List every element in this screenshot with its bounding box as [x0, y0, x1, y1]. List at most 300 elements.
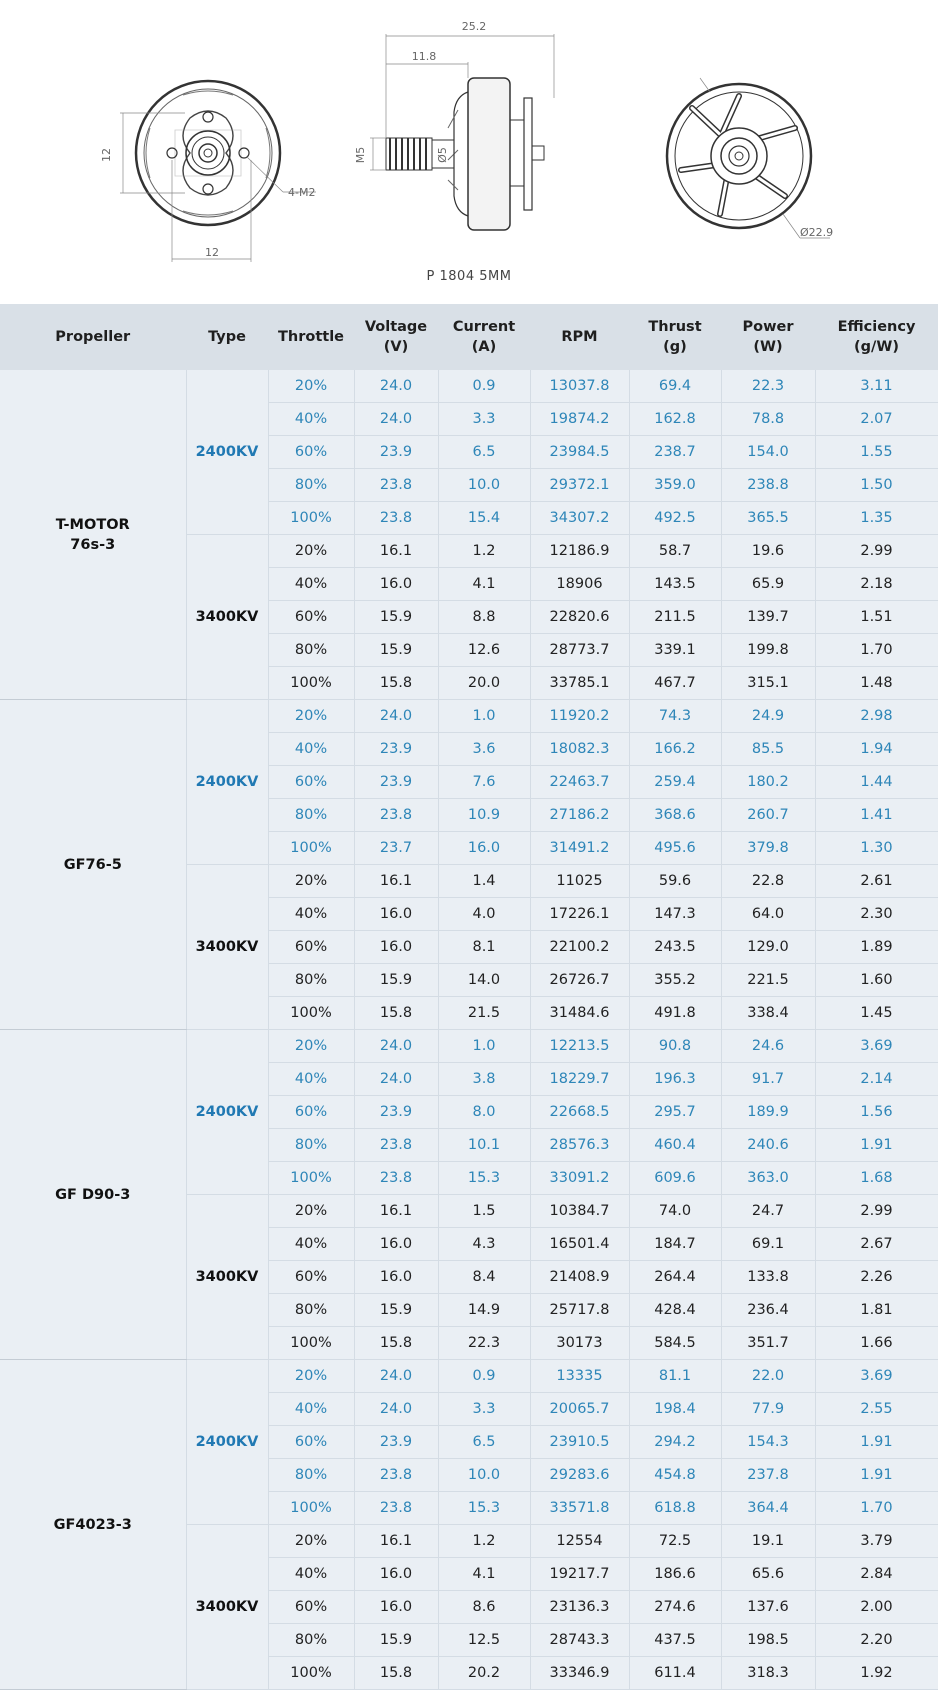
data-cell: 15.9 [354, 1624, 438, 1657]
data-cell: 4.1 [438, 568, 530, 601]
data-cell: 16.0 [438, 832, 530, 865]
data-cell: 22463.7 [530, 766, 629, 799]
data-cell: 467.7 [629, 667, 721, 700]
data-cell: 31491.2 [530, 832, 629, 865]
data-cell: 15.9 [354, 634, 438, 667]
kv-type-cell: 2400KV [186, 1360, 268, 1525]
data-cell: 1.70 [815, 1492, 938, 1525]
data-cell: 3.3 [438, 403, 530, 436]
data-cell: 60% [268, 1426, 354, 1459]
data-cell: 6.5 [438, 436, 530, 469]
data-cell: 180.2 [721, 766, 815, 799]
data-cell: 13335 [530, 1360, 629, 1393]
data-cell: 72.5 [629, 1525, 721, 1558]
data-cell: 15.3 [438, 1492, 530, 1525]
data-cell: 186.6 [629, 1558, 721, 1591]
column-header-unit: (g) [663, 339, 687, 355]
data-cell: 6.5 [438, 1426, 530, 1459]
data-cell: 3.79 [815, 1525, 938, 1558]
data-cell: 2.20 [815, 1624, 938, 1657]
data-cell: 23136.3 [530, 1591, 629, 1624]
data-cell: 184.7 [629, 1228, 721, 1261]
data-cell: 24.9 [721, 700, 815, 733]
data-cell: 364.4 [721, 1492, 815, 1525]
data-cell: 237.8 [721, 1459, 815, 1492]
column-header [721, 304, 815, 370]
data-cell: 16.0 [354, 1591, 438, 1624]
table-row [0, 1030, 938, 1063]
data-cell: 23.8 [354, 799, 438, 832]
front-width-dim: 12 [205, 246, 219, 259]
data-cell: 16.0 [354, 898, 438, 931]
data-cell: 1.60 [815, 964, 938, 997]
data-cell: 60% [268, 436, 354, 469]
table-row [0, 1360, 938, 1393]
data-cell: 80% [268, 1129, 354, 1162]
data-cell: 15.4 [438, 502, 530, 535]
data-cell: 60% [268, 1261, 354, 1294]
data-cell: 12554 [530, 1525, 629, 1558]
data-cell: 22.8 [721, 865, 815, 898]
data-cell: 24.0 [354, 1063, 438, 1096]
column-header-label: Type [208, 329, 246, 345]
data-cell: 20% [268, 1030, 354, 1063]
data-cell: 22668.5 [530, 1096, 629, 1129]
propeller-cell [0, 700, 186, 1030]
data-cell: 74.0 [629, 1195, 721, 1228]
data-cell: 609.6 [629, 1162, 721, 1195]
data-cell: 69.4 [629, 370, 721, 403]
data-cell: 2.30 [815, 898, 938, 931]
data-cell: 23.8 [354, 1162, 438, 1195]
data-cell: 315.1 [721, 667, 815, 700]
performance-table [0, 304, 938, 1690]
data-cell: 28743.3 [530, 1624, 629, 1657]
data-cell: 29283.6 [530, 1459, 629, 1492]
data-cell: 23.9 [354, 766, 438, 799]
column-header-label: Voltage [364, 319, 428, 335]
data-cell: 15.3 [438, 1162, 530, 1195]
data-cell: 23.8 [354, 502, 438, 535]
data-cell: 16.0 [354, 1261, 438, 1294]
data-cell: 294.2 [629, 1426, 721, 1459]
data-cell: 1.2 [438, 1525, 530, 1558]
data-cell: 16.0 [354, 1558, 438, 1591]
data-cell: 100% [268, 667, 354, 700]
column-header-label: Propeller [55, 329, 131, 345]
propeller-name: T-MOTOR [55, 516, 130, 533]
data-cell: 78.8 [721, 403, 815, 436]
data-cell: 19.6 [721, 535, 815, 568]
data-cell: 20065.7 [530, 1393, 629, 1426]
data-cell: 1.5 [438, 1195, 530, 1228]
data-cell: 80% [268, 964, 354, 997]
data-cell: 584.5 [629, 1327, 721, 1360]
data-cell: 80% [268, 469, 354, 502]
data-cell: 0.9 [438, 370, 530, 403]
data-cell: 1.30 [815, 832, 938, 865]
data-cell: 20% [268, 700, 354, 733]
data-cell: 2.99 [815, 1195, 938, 1228]
data-cell: 12186.9 [530, 535, 629, 568]
data-cell: 137.6 [721, 1591, 815, 1624]
data-cell: 69.1 [721, 1228, 815, 1261]
data-cell: 100% [268, 502, 354, 535]
column-header-unit: (W) [753, 339, 783, 355]
table-row [0, 700, 938, 733]
mount-holes-dim: 4-M2 [288, 186, 316, 199]
shaft-length-dim: 11.8 [411, 50, 437, 63]
data-cell: 80% [268, 634, 354, 667]
data-cell: 80% [268, 799, 354, 832]
data-cell: 20% [268, 535, 354, 568]
data-cell: 15.8 [354, 1327, 438, 1360]
data-cell: 23.9 [354, 1096, 438, 1129]
data-cell: 40% [268, 568, 354, 601]
kv-type-cell: 3400KV [186, 1195, 268, 1360]
table-row [0, 370, 938, 403]
column-header-label: Efficiency [837, 319, 916, 335]
data-cell: 29372.1 [530, 469, 629, 502]
column-header-label: Throttle [278, 329, 344, 345]
data-cell: 491.8 [629, 997, 721, 1030]
data-cell: 13037.8 [530, 370, 629, 403]
data-cell: 12.5 [438, 1624, 530, 1657]
data-cell: 162.8 [629, 403, 721, 436]
data-cell: 23.9 [354, 733, 438, 766]
data-cell: 1.91 [815, 1426, 938, 1459]
data-cell: 1.0 [438, 700, 530, 733]
data-cell: 16.1 [354, 535, 438, 568]
data-cell: 7.6 [438, 766, 530, 799]
data-cell: 133.8 [721, 1261, 815, 1294]
propeller-cell [0, 370, 186, 700]
data-cell: 40% [268, 1558, 354, 1591]
data-cell: 26726.7 [530, 964, 629, 997]
data-cell: 4.1 [438, 1558, 530, 1591]
data-cell: 100% [268, 1657, 354, 1690]
data-cell: 1.91 [815, 1459, 938, 1492]
overall-length-dim: 25.2 [461, 20, 487, 33]
data-cell: 1.68 [815, 1162, 938, 1195]
data-cell: 1.48 [815, 667, 938, 700]
data-cell: 10.0 [438, 1459, 530, 1492]
data-cell: 1.92 [815, 1657, 938, 1690]
table-header [0, 304, 938, 370]
data-cell: 143.5 [629, 568, 721, 601]
data-cell: 1.35 [815, 502, 938, 535]
data-cell: 16.1 [354, 865, 438, 898]
data-cell: 243.5 [629, 931, 721, 964]
data-cell: 24.6 [721, 1030, 815, 1063]
column-header [530, 304, 629, 370]
data-cell: 15.9 [354, 601, 438, 634]
data-cell: 259.4 [629, 766, 721, 799]
data-cell: 147.3 [629, 898, 721, 931]
data-cell: 1.89 [815, 931, 938, 964]
data-cell: 58.7 [629, 535, 721, 568]
data-cell: 166.2 [629, 733, 721, 766]
data-cell: 189.9 [721, 1096, 815, 1129]
data-cell: 8.1 [438, 931, 530, 964]
data-cell: 12213.5 [530, 1030, 629, 1063]
rear-view [667, 78, 830, 238]
data-cell: 20% [268, 1525, 354, 1558]
data-cell: 16501.4 [530, 1228, 629, 1261]
data-cell: 24.7 [721, 1195, 815, 1228]
data-cell: 23.7 [354, 832, 438, 865]
data-cell: 25717.8 [530, 1294, 629, 1327]
data-cell: 428.4 [629, 1294, 721, 1327]
column-header [268, 304, 354, 370]
data-cell: 18906 [530, 568, 629, 601]
data-cell: 60% [268, 1096, 354, 1129]
data-cell: 31484.6 [530, 997, 629, 1030]
data-cell: 318.3 [721, 1657, 815, 1690]
column-header-label: Power [742, 319, 794, 335]
propeller-model: 76s-3 [70, 536, 116, 553]
data-cell: 23.8 [354, 469, 438, 502]
data-cell: 77.9 [721, 1393, 815, 1426]
column-header-label: Thrust [648, 319, 702, 335]
data-cell: 22.3 [438, 1327, 530, 1360]
data-cell: 8.6 [438, 1591, 530, 1624]
data-cell: 91.7 [721, 1063, 815, 1096]
data-cell: 2.61 [815, 865, 938, 898]
kv-type-cell: 3400KV [186, 865, 268, 1030]
data-cell: 23984.5 [530, 436, 629, 469]
data-cell: 365.5 [721, 502, 815, 535]
data-cell: 1.94 [815, 733, 938, 766]
data-cell: 27186.2 [530, 799, 629, 832]
data-cell: 81.1 [629, 1360, 721, 1393]
data-cell: 16.0 [354, 568, 438, 601]
data-cell: 23.9 [354, 1426, 438, 1459]
table-body [0, 370, 938, 1690]
data-cell: 1.4 [438, 865, 530, 898]
front-height-dim: 12 [100, 148, 113, 162]
data-cell: 20.0 [438, 667, 530, 700]
data-cell: 2.14 [815, 1063, 938, 1096]
motor-diagram [0, 0, 938, 304]
data-cell: 2.18 [815, 568, 938, 601]
data-cell: 33346.9 [530, 1657, 629, 1690]
data-cell: 23.8 [354, 1459, 438, 1492]
data-cell: 19874.2 [530, 403, 629, 436]
data-cell: 379.8 [721, 832, 815, 865]
data-cell: 15.8 [354, 1657, 438, 1690]
data-cell: 351.7 [721, 1327, 815, 1360]
data-cell: 1.56 [815, 1096, 938, 1129]
data-cell: 16.1 [354, 1525, 438, 1558]
data-cell: 238.8 [721, 469, 815, 502]
data-cell: 8.4 [438, 1261, 530, 1294]
data-cell: 23.8 [354, 1129, 438, 1162]
data-cell: 154.0 [721, 436, 815, 469]
data-cell: 65.9 [721, 568, 815, 601]
data-cell: 20.2 [438, 1657, 530, 1690]
data-cell: 60% [268, 766, 354, 799]
data-cell: 60% [268, 601, 354, 634]
kv-type-cell: 3400KV [186, 1525, 268, 1690]
data-cell: 24.0 [354, 403, 438, 436]
data-cell: 40% [268, 898, 354, 931]
column-header-unit: (g/W) [854, 339, 899, 355]
data-cell: 1.44 [815, 766, 938, 799]
data-cell: 460.4 [629, 1129, 721, 1162]
data-cell: 8.0 [438, 1096, 530, 1129]
data-cell: 198.4 [629, 1393, 721, 1426]
data-cell: 2.07 [815, 403, 938, 436]
column-header [815, 304, 938, 370]
data-cell: 1.91 [815, 1129, 938, 1162]
data-cell: 1.70 [815, 634, 938, 667]
data-cell: 1.45 [815, 997, 938, 1030]
data-cell: 18229.7 [530, 1063, 629, 1096]
propeller-name: GF76-5 [63, 856, 122, 873]
kv-type-cell: 2400KV [186, 700, 268, 865]
data-cell: 20% [268, 1195, 354, 1228]
data-cell: 10.9 [438, 799, 530, 832]
column-header [186, 304, 268, 370]
data-cell: 15.8 [354, 667, 438, 700]
data-cell: 16.0 [354, 1228, 438, 1261]
data-cell: 339.1 [629, 634, 721, 667]
data-cell: 260.7 [721, 799, 815, 832]
data-cell: 20% [268, 1360, 354, 1393]
data-cell: 4.0 [438, 898, 530, 931]
data-cell: 14.0 [438, 964, 530, 997]
data-cell: 11025 [530, 865, 629, 898]
data-cell: 22820.6 [530, 601, 629, 634]
data-cell: 0.9 [438, 1360, 530, 1393]
data-cell: 90.8 [629, 1030, 721, 1063]
data-cell: 10.0 [438, 469, 530, 502]
data-cell: 16.1 [354, 1195, 438, 1228]
data-cell: 3.6 [438, 733, 530, 766]
data-cell: 2.99 [815, 535, 938, 568]
kv-type-cell: 2400KV [186, 1030, 268, 1195]
propeller-cell [0, 1360, 186, 1690]
data-cell: 264.4 [629, 1261, 721, 1294]
data-cell: 34307.2 [530, 502, 629, 535]
data-cell: 24.0 [354, 1360, 438, 1393]
data-cell: 8.8 [438, 601, 530, 634]
data-cell: 368.6 [629, 799, 721, 832]
data-cell: 338.4 [721, 997, 815, 1030]
data-cell: 20% [268, 865, 354, 898]
column-header [629, 304, 721, 370]
data-cell: 221.5 [721, 964, 815, 997]
data-cell: 100% [268, 832, 354, 865]
column-header-unit: (A) [471, 339, 497, 355]
data-cell: 3.3 [438, 1393, 530, 1426]
data-cell: 100% [268, 997, 354, 1030]
data-cell: 60% [268, 1591, 354, 1624]
data-cell: 40% [268, 1063, 354, 1096]
data-cell: 1.2 [438, 535, 530, 568]
data-cell: 30173 [530, 1327, 629, 1360]
data-cell: 274.6 [629, 1591, 721, 1624]
column-header-label: Current [452, 319, 516, 335]
data-cell: 59.6 [629, 865, 721, 898]
data-cell: 198.5 [721, 1624, 815, 1657]
data-cell: 139.7 [721, 601, 815, 634]
data-cell: 24.0 [354, 370, 438, 403]
data-cell: 240.6 [721, 1129, 815, 1162]
bell-diameter-dim: Ø22.9 [800, 226, 834, 239]
data-cell: 4.3 [438, 1228, 530, 1261]
column-header [438, 304, 530, 370]
data-cell: 1.81 [815, 1294, 938, 1327]
data-cell: 22.3 [721, 370, 815, 403]
front-view [120, 81, 316, 262]
data-cell: 33571.8 [530, 1492, 629, 1525]
data-cell: 60% [268, 931, 354, 964]
shaft-diameter-dim: Ø5 [436, 147, 449, 163]
data-cell: 611.4 [629, 1657, 721, 1690]
data-cell: 65.6 [721, 1558, 815, 1591]
data-cell: 1.41 [815, 799, 938, 832]
data-cell: 40% [268, 403, 354, 436]
motor-drawing [0, 0, 938, 304]
data-cell: 19217.7 [530, 1558, 629, 1591]
data-cell: 100% [268, 1162, 354, 1195]
data-cell: 100% [268, 1492, 354, 1525]
data-cell: 1.0 [438, 1030, 530, 1063]
data-cell: 64.0 [721, 898, 815, 931]
propeller-cell [0, 1030, 186, 1360]
data-cell: 24.0 [354, 1393, 438, 1426]
data-cell: 437.5 [629, 1624, 721, 1657]
data-cell: 238.7 [629, 436, 721, 469]
data-cell: 40% [268, 733, 354, 766]
propeller-name: GF4023-3 [53, 1516, 132, 1533]
data-cell: 2.55 [815, 1393, 938, 1426]
data-cell: 28576.3 [530, 1129, 629, 1162]
data-cell: 100% [268, 1327, 354, 1360]
data-cell: 454.8 [629, 1459, 721, 1492]
data-cell: 2.00 [815, 1591, 938, 1624]
data-cell: 21408.9 [530, 1261, 629, 1294]
data-cell: 74.3 [629, 700, 721, 733]
data-cell: 11920.2 [530, 700, 629, 733]
data-cell: 2.67 [815, 1228, 938, 1261]
data-cell: 2.84 [815, 1558, 938, 1591]
data-cell: 17226.1 [530, 898, 629, 931]
data-cell: 18082.3 [530, 733, 629, 766]
data-cell: 24.0 [354, 700, 438, 733]
data-cell: 19.1 [721, 1525, 815, 1558]
data-cell: 1.51 [815, 601, 938, 634]
data-cell: 1.50 [815, 469, 938, 502]
data-cell: 15.9 [354, 1294, 438, 1327]
kv-type-cell: 3400KV [186, 535, 268, 700]
data-cell: 23.9 [354, 436, 438, 469]
data-cell: 359.0 [629, 469, 721, 502]
data-cell: 10384.7 [530, 1195, 629, 1228]
data-cell: 199.8 [721, 634, 815, 667]
data-cell: 1.55 [815, 436, 938, 469]
data-cell: 80% [268, 1624, 354, 1657]
column-header [354, 304, 438, 370]
data-cell: 154.3 [721, 1426, 815, 1459]
data-cell: 1.66 [815, 1327, 938, 1360]
data-cell: 22100.2 [530, 931, 629, 964]
data-cell: 355.2 [629, 964, 721, 997]
data-cell: 85.5 [721, 733, 815, 766]
data-cell: 21.5 [438, 997, 530, 1030]
